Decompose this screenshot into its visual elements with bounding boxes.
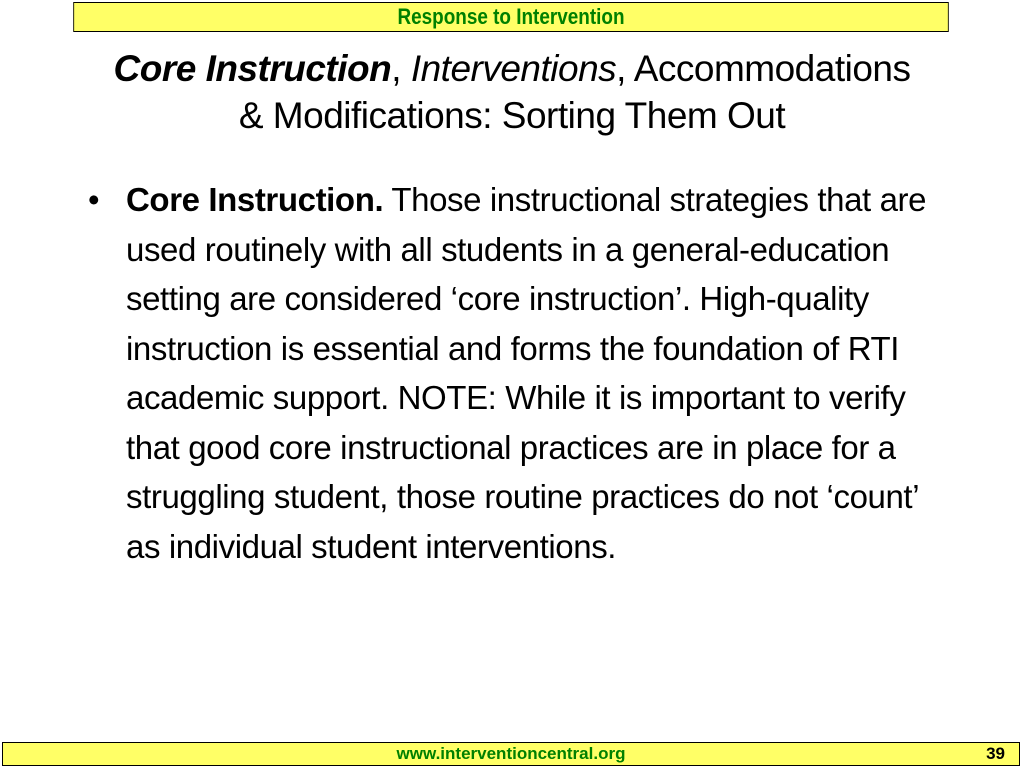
bullet-lead-term: Core Instruction.	[126, 181, 384, 218]
header-banner-text: Response to Intervention	[397, 4, 625, 29]
title-accommodations: , Accommodations	[616, 48, 911, 89]
title-interventions: Interventions	[410, 48, 617, 89]
bullet-dot-icon: •	[88, 181, 100, 218]
footer-banner	[2, 742, 1020, 766]
title-core-instruction: Core Instruction	[113, 48, 392, 89]
title-separator: ,	[391, 48, 411, 89]
footer-url-link[interactable]: www.interventioncentral.org	[396, 744, 626, 763]
bullet-item	[88, 175, 948, 571]
slide-title	[20, 46, 1004, 140]
bullet-body-text: Those instructional strategies that are used routinely with all students in a general-education setting are considered ‘core instruction’. High-quality instruction is essential and forms the foundation of RTI academic support. NOTE: While it is important to verify that good core instructional practices are in place for a struggling student, those routine practices do not ‘count’ as individual student interventions.	[126, 181, 927, 565]
bullet-list	[88, 175, 948, 571]
title-line-2: & Modifications: Sorting Them Out	[238, 94, 786, 136]
header-banner	[73, 2, 948, 32]
page-number: 39	[986, 744, 1005, 763]
bullet-text	[126, 175, 948, 571]
